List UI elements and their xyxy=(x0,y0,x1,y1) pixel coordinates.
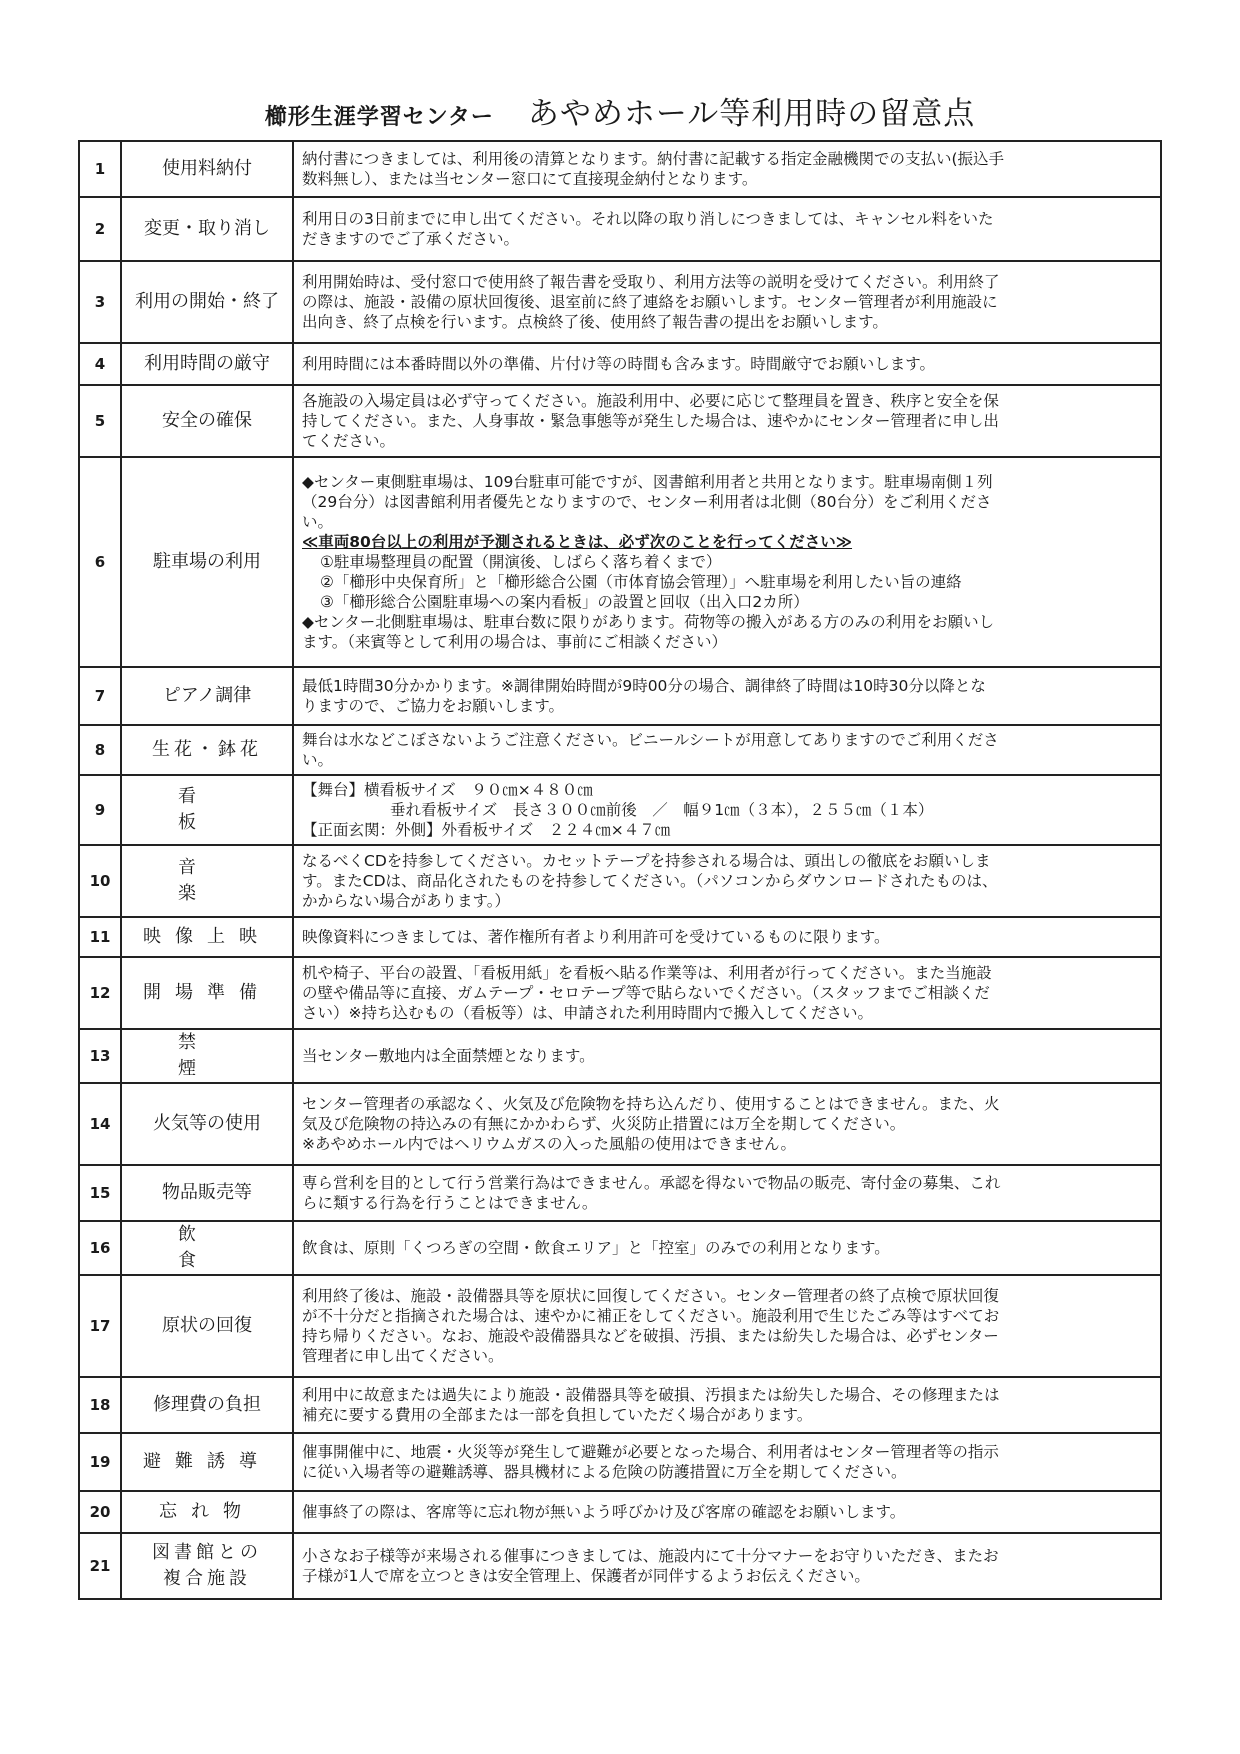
table-row xyxy=(79,1433,1161,1491)
row-item xyxy=(121,1377,293,1433)
row-description xyxy=(293,141,1161,197)
document-title: あやめホール等利用時の留意点 xyxy=(527,96,976,132)
row-item xyxy=(121,1165,293,1221)
description-line: てください。 xyxy=(302,432,396,450)
description-line: 専ら営利を目的として行う営業行為はできません。承認を得ないで物品の販売、寄付金の募集、これ xyxy=(302,1174,1001,1192)
description-line: 出向き、終了点検を行います。点検終了後、使用終了報告書の提出をお願いします。 xyxy=(302,313,888,331)
table-row xyxy=(79,261,1161,343)
table-row xyxy=(79,1491,1161,1533)
row-description xyxy=(293,261,1161,343)
parking-step: ②「櫛形中央保育所」と「櫛形総合公園（市体育協会管理）」へ駐車場を利用したい旨の連絡 xyxy=(320,573,962,591)
row-description xyxy=(293,343,1161,385)
description-line: ※あやめホール内ではヘリウムガスの入った風船の使用はできません。 xyxy=(302,1135,796,1153)
row-item-label: 飲 食 xyxy=(178,1224,352,1271)
description-line: い。 xyxy=(302,751,334,769)
row-item-label: 安全の確保 xyxy=(162,410,252,431)
description-line: 当センター敷地内は全面禁煙となります。 xyxy=(302,1047,595,1065)
row-description xyxy=(293,385,1161,457)
row-item xyxy=(121,667,293,725)
row-description xyxy=(293,1491,1161,1533)
description-line: 利用中に故意または過失により施設・設備器具等を破損、汚損または紛失した場合、その修理または xyxy=(302,1386,1000,1404)
row-item xyxy=(121,343,293,385)
description-line: 子様が1人で席を立つときは安全管理上、保護者が同伴するようお伝えください。 xyxy=(302,1567,870,1585)
row-number: 8 xyxy=(79,725,121,775)
description-line: さい）※持ち込むもの（看板等）は、申請された利用時間内で搬入してください。 xyxy=(302,1004,873,1022)
row-item xyxy=(121,845,352,917)
row-description xyxy=(293,1377,1161,1433)
description-line: なるべくCDを持参してください。カセットテープを持参される場合は、頭出しの徹底をお願いしま xyxy=(302,852,991,870)
description-line: だきますのでご了承ください。 xyxy=(302,230,520,248)
row-item xyxy=(121,261,293,343)
description-line: の際は、施設・設備の原状回復後、退室前に終了連絡をお願いします。センター管理者が利用施設に xyxy=(302,293,998,311)
row-description xyxy=(293,457,1161,667)
row-number: 20 xyxy=(79,1491,121,1533)
row-number: 15 xyxy=(79,1165,121,1221)
sign-size-entrance: 【正面玄関：外側】外看板サイズ ２２４㎝×４７㎝ xyxy=(302,821,671,839)
row-number: 10 xyxy=(79,845,121,917)
description-line: 最低1時間30分かかります。※調律開始時間が9時00分の場合、調律終了時間は10時30分以降とな xyxy=(302,677,986,695)
row-number: 17 xyxy=(79,1275,121,1377)
row-item xyxy=(121,141,293,197)
row-item-label: 駐車場の利用 xyxy=(153,551,261,572)
row-item xyxy=(121,457,293,667)
description-line: 補充に要する費用の全部または一部を負担していただく場合があります。 xyxy=(302,1406,813,1424)
table-row xyxy=(79,1221,1161,1275)
table-row xyxy=(79,343,1161,385)
table-row xyxy=(79,457,1161,667)
description-line: 小さなお子様等が来場される催事につきましては、施設内にて十分マナーをお守りいただき、またお xyxy=(302,1547,999,1565)
row-number: 21 xyxy=(79,1533,121,1599)
row-item-line: 複合施設 xyxy=(163,1568,251,1589)
parking-step: ③「櫛形総合公園駐車場への案内看板」の設置と回収（出入口2カ所） xyxy=(320,593,809,611)
row-description xyxy=(293,957,1161,1029)
row-item-label: ピアノ調律 xyxy=(162,685,252,706)
row-number: 16 xyxy=(79,1221,121,1275)
row-number: 4 xyxy=(79,343,121,385)
description-line: 利用時間には本番時間以外の準備、片付け等の時間も含みます。時間厳守でお願いします。 xyxy=(302,355,936,373)
row-item xyxy=(121,1275,293,1377)
description-line: 机や椅子、平台の設置、「看板用紙」を看板へ貼る作業等は、利用者が行ってください。また当施設 xyxy=(302,964,992,982)
row-description xyxy=(293,1221,1161,1275)
parking-notice: ≪車両80台以上の利用が予測されるときは、必ず次のことを行ってください≫ xyxy=(302,533,853,551)
description-line: す。またCDは、商品化されたものを持参してください。（パソコンからダウンロードされたものは、 xyxy=(302,872,998,890)
description-line: 数料無し）、または当センター窓口にて直接現金納付となります。 xyxy=(302,170,758,188)
row-number: 9 xyxy=(79,775,121,845)
row-number: 19 xyxy=(79,1433,121,1491)
row-item-label: 看 板 xyxy=(178,786,352,833)
description-line: い。 xyxy=(302,513,334,531)
table-row xyxy=(79,197,1161,261)
description-line: 管理者に申し出てください。 xyxy=(302,1347,504,1365)
row-item xyxy=(121,385,293,457)
row-item-label: 原状の回復 xyxy=(162,1315,252,1336)
row-number: 12 xyxy=(79,957,121,1029)
description-line: 催事終了の際は、客席等に忘れ物が無いよう呼びかけ及び客席の確認をお願いします。 xyxy=(302,1503,906,1521)
description-line: 映像資料につきましては、著作権所有者より利用許可を受けているものに限ります。 xyxy=(302,928,890,946)
table-row xyxy=(79,1377,1161,1433)
row-number: 2 xyxy=(79,197,121,261)
description-line: らに類する行為を行うことはできません。 xyxy=(302,1194,598,1212)
row-item-label: 禁 煙 xyxy=(178,1032,352,1079)
description-line: 催事開催中に、地震・火災等が発生して避難が必要となった場合、利用者はセンター管理者等の指示 xyxy=(302,1443,999,1461)
row-item xyxy=(121,1029,352,1083)
row-item-label: 物品販売等 xyxy=(162,1182,252,1203)
table-row xyxy=(79,1275,1161,1377)
row-item-label: 生花・鉢花 xyxy=(152,739,262,760)
parking-step: ①駐車場整理員の配置（開演後、しばらく落ち着くまで） xyxy=(320,553,722,571)
table-row xyxy=(79,775,1161,845)
description-line: 持ち帰りください。なお、施設や設備器具などを破損、汚損、または紛失した場合は、必ずセンター xyxy=(302,1327,999,1345)
row-item xyxy=(121,1083,293,1165)
description-line: （29台分）は図書館利用者優先となりますので、センター利用者は北側（80台分）をご利用くださ xyxy=(302,493,992,511)
description-line: りますので、ご協力をお願いします。 xyxy=(302,697,564,715)
row-item xyxy=(121,1433,293,1491)
row-item-label: 修理費の負担 xyxy=(153,1394,261,1415)
description-line: センター管理者の承認なく、火気及び危険物を持ち込んだり、使用することはできません。また、火 xyxy=(302,1095,1000,1113)
table-row xyxy=(79,1083,1161,1165)
row-number: 1 xyxy=(79,141,121,197)
row-description xyxy=(293,197,1161,261)
rules-table xyxy=(78,140,1162,1600)
row-item xyxy=(121,957,293,1029)
row-item-label: 変更・取り消し xyxy=(144,218,270,239)
table-row xyxy=(79,917,1161,957)
row-item-label: 音 楽 xyxy=(178,857,352,904)
description-line: 飲食は、原則「くつろぎの空間・飲食エリア」と「控室」のみでの利用となります。 xyxy=(302,1239,890,1257)
row-item xyxy=(121,1491,293,1533)
description-line: 利用日の3日前までに申し出てください。それ以降の取り消しにつきましては、キャンセル料をいた xyxy=(302,210,994,228)
row-number: 7 xyxy=(79,667,121,725)
description-line: 利用開始時は、受付窓口で使用終了報告書を受取り、利用方法等の説明を受けてください。利用終了 xyxy=(302,273,1000,291)
row-description xyxy=(293,845,1161,917)
row-item xyxy=(121,917,293,957)
row-description xyxy=(293,1029,1161,1083)
table-row xyxy=(79,141,1161,197)
table-row xyxy=(79,1165,1161,1221)
row-item xyxy=(121,197,293,261)
sign-size-stage: 【舞台】横看板サイズ ９０㎝×４８０㎝ xyxy=(302,781,593,799)
table-row xyxy=(79,667,1161,725)
description-line: 各施設の入場定員は必ず守ってください。施設利用中、必要に応じて整理員を置き、秩序と安全を保 xyxy=(302,392,999,410)
row-number: 14 xyxy=(79,1083,121,1165)
description-line: 舞台は水などこぼさないようご注意ください。ビニールシートが用意してありますのでご利用くださ xyxy=(302,731,999,749)
row-item-label: 映像上映 xyxy=(143,926,271,947)
row-item-label: 使用料納付 xyxy=(162,158,252,179)
table-row xyxy=(79,1533,1161,1599)
description-line: 持してください。また、人身事故・緊急事態等が発生した場合は、速やかにセンター管理者に申し出 xyxy=(302,412,999,430)
row-description xyxy=(293,1533,1161,1599)
row-description xyxy=(293,667,1161,725)
description-line: が不十分だと指摘された場合は、速やかに補正をしてください。施設利用で生じたごみ等はすべてお xyxy=(302,1307,1000,1325)
row-item-label: 利用時間の厳守 xyxy=(144,353,270,374)
row-item-label: 利用の開始・終了 xyxy=(135,291,279,312)
row-description xyxy=(293,725,1161,775)
row-item xyxy=(121,725,293,775)
row-number: 18 xyxy=(79,1377,121,1433)
row-description xyxy=(293,1433,1161,1491)
row-number: 13 xyxy=(79,1029,121,1083)
description-line: 納付書につきましては、利用後の清算となります。納付書に記載する指定金融機関での支払い(振込手 xyxy=(302,150,1005,168)
row-description xyxy=(293,1165,1161,1221)
row-description xyxy=(293,917,1161,957)
row-item-label: 避難誘導 xyxy=(143,1451,271,1472)
table-row xyxy=(79,725,1161,775)
description-line: ます。（来賓等として利用の場合は、事前にご相談ください） xyxy=(302,633,728,651)
table-row xyxy=(79,845,1161,917)
row-number: 3 xyxy=(79,261,121,343)
org-name: 櫛形生涯学習センター xyxy=(264,105,494,130)
row-number: 5 xyxy=(79,385,121,457)
page-title xyxy=(0,88,1240,133)
row-item xyxy=(121,775,352,845)
description-line: ◆センター東側駐車場は、109台駐車可能ですが、図書館利用者と共用となります。駐車場南側１列 xyxy=(302,473,993,491)
description-line: の壁や備品等に直接、ガムテープ・セロテープ等で貼らないでください。（スタッフまでご相談くだ xyxy=(302,984,990,1002)
row-item-line: 図書館との xyxy=(152,1542,262,1563)
description-line: 気及び危険物の持込みの有無にかかわらず、火災防止措置には万全を期してください。 xyxy=(302,1115,906,1133)
description-line: 利用終了後は、施設・設備器具等を原状に回復してください。センター管理者の終了点検で原状回復 xyxy=(302,1287,999,1305)
row-item-label: 火気等の使用 xyxy=(153,1113,261,1134)
row-item-label: 開場準備 xyxy=(143,982,271,1003)
row-description xyxy=(293,1275,1161,1377)
table-row xyxy=(79,385,1161,457)
row-item xyxy=(121,1221,352,1275)
row-item xyxy=(121,1533,293,1599)
table-row xyxy=(79,1029,1161,1083)
table-row xyxy=(79,957,1161,1029)
row-number: 6 xyxy=(79,457,121,667)
row-number: 11 xyxy=(79,917,121,957)
row-description xyxy=(293,1083,1161,1165)
sign-size-hanging: 垂れ看板サイズ 長さ３００㎝前後 ／ 幅９1㎝（３本），２５５㎝（１本） xyxy=(390,801,934,819)
row-description xyxy=(293,775,1161,845)
row-item-label: 忘れ物 xyxy=(159,1501,255,1522)
description-line: に従い入場者等の避難誘導、器具機材による危険の防護措置に万全を期してください。 xyxy=(302,1463,907,1481)
description-line: ◆センター北側駐車場は、駐車台数に限りがあります。荷物等の搬入がある方のみの利用をお願いし xyxy=(302,613,995,631)
description-line: かからない場合があります。） xyxy=(302,892,511,910)
